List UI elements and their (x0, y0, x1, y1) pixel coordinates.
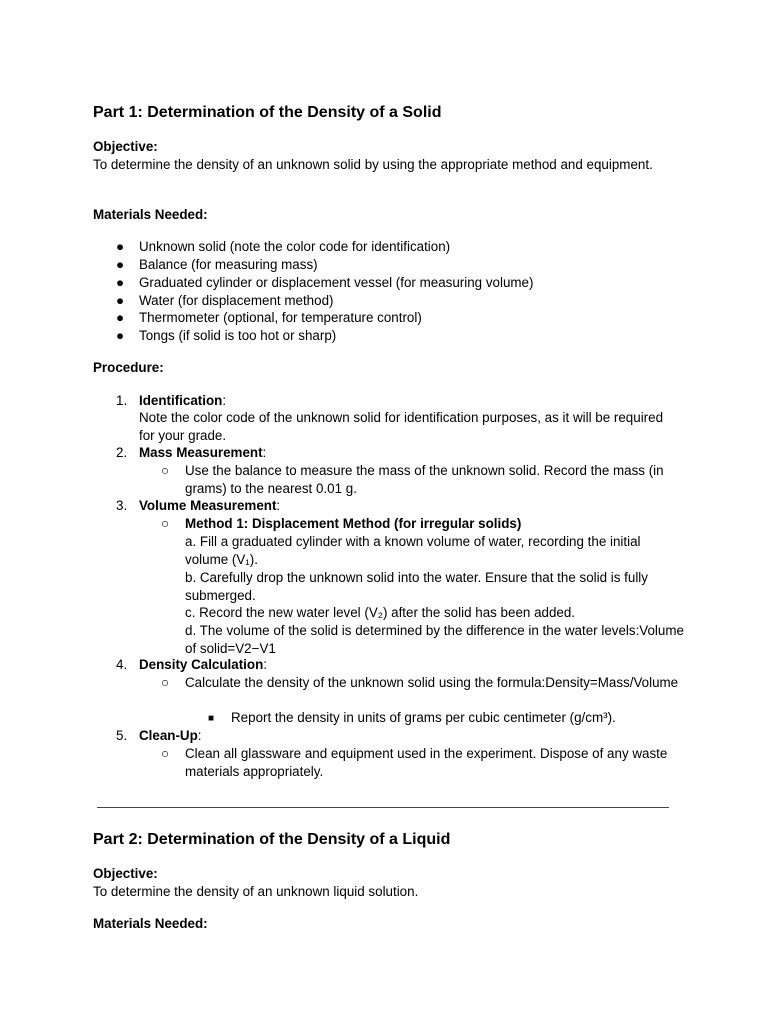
list-item (116, 256, 318, 274)
part1-objective-label: Objective: (93, 139, 158, 154)
step-number: 5. (116, 728, 128, 743)
step-colon: : (262, 445, 267, 460)
step-sub-text: Clean all glassware and equipment used in the experiment. Dispose of any waste materials appropriately. (185, 746, 668, 779)
step-cleanup (139, 727, 679, 745)
step-colon: : (197, 728, 202, 743)
circle-bullet-icon: ○ (161, 463, 170, 478)
step-colon: : (276, 498, 281, 513)
list-item (116, 274, 533, 292)
circle-bullet-icon: ○ (161, 746, 170, 761)
method-step-a: a. Fill a graduated cylinder with a known volume of water, recording the initial volume (V₁). (185, 534, 641, 567)
step-number: 3. (116, 498, 128, 513)
step-sub-text: Use the balance to measure the mass of the unknown solid. Record the mass (in grams) to the nearest 0.01 g. (185, 463, 664, 496)
part1-objective-text: To determine the density of an unknown solid by using the appropriate method and equipment. (93, 157, 653, 172)
step-text: Note the color code of the unknown solid for identification purposes, as it will be required for your grade. (139, 410, 664, 443)
bullet-icon: ● (116, 275, 125, 290)
step-number: 1. (116, 393, 128, 408)
method-step-b: b. Carefully drop the unknown solid into the water. Ensure that the solid is fully submerged. (185, 570, 648, 603)
method-step-c: c. Record the new water level (V₂) after the solid has been added. (185, 605, 576, 620)
list-item (116, 292, 333, 310)
method-title: Method 1: Displacement Method (for irregular solids) (185, 516, 522, 531)
step-title: Mass Measurement (139, 445, 263, 460)
step-colon: : (222, 393, 227, 408)
square-bullet-icon: ■ (208, 713, 215, 724)
step-colon: : (263, 657, 267, 672)
list-item (116, 327, 336, 345)
part2-title: Part 2: Determination of the Density of a Liquid (93, 831, 451, 848)
step-density (139, 656, 679, 674)
step-title: Identification (139, 393, 223, 408)
material-text: Graduated cylinder or displacement vessel (for measuring volume) (139, 275, 534, 290)
part1-title: Part 1: Determination of the Density of a Solid (93, 104, 442, 121)
step-identification (139, 392, 679, 410)
bullet-icon: ● (116, 328, 125, 343)
circle-bullet-icon: ○ (161, 675, 170, 690)
list-item (116, 238, 450, 256)
material-text: Water (for displacement method) (139, 293, 334, 308)
part1-procedure-label: Procedure: (93, 360, 164, 375)
bullet-icon: ● (116, 257, 125, 272)
step-title: Density Calculation (139, 657, 264, 672)
part2-materials-label: Materials Needed: (93, 916, 208, 931)
bullet-icon: ● (116, 293, 125, 308)
material-text: Balance (for measuring mass) (139, 257, 318, 272)
part2-objective-text: To determine the density of an unknown liquid solution. (93, 884, 419, 899)
circle-bullet-icon: ○ (161, 516, 170, 531)
bullet-icon: ● (116, 310, 125, 325)
step-sub-text: Calculate the density of the unknown solid using the formula:Density=Mass/Volume (185, 675, 679, 690)
section-divider (97, 807, 669, 808)
step-number: 4. (116, 657, 128, 672)
method-step-d: d. The volume of the solid is determined by the difference in the water levels:Volume of solid=V2−V1 (185, 623, 684, 656)
part2-objective-label: Objective: (93, 866, 158, 881)
step-mass (139, 444, 679, 462)
material-text: Tongs (if solid is too hot or sharp) (139, 328, 337, 343)
step-subsub-text: Report the density in units of grams per cubic centimeter (g/cm³). (231, 710, 616, 725)
step-title: Volume Measurement (139, 498, 277, 513)
step-number: 2. (116, 445, 128, 460)
step-title: Clean-Up (139, 728, 198, 743)
step-volume (139, 497, 679, 515)
part1-materials-label: Materials Needed: (93, 207, 208, 222)
material-text: Unknown solid (note the color code for identification) (139, 239, 451, 254)
list-item (116, 309, 422, 327)
bullet-icon: ● (116, 239, 125, 254)
material-text: Thermometer (optional, for temperature control) (139, 310, 422, 325)
